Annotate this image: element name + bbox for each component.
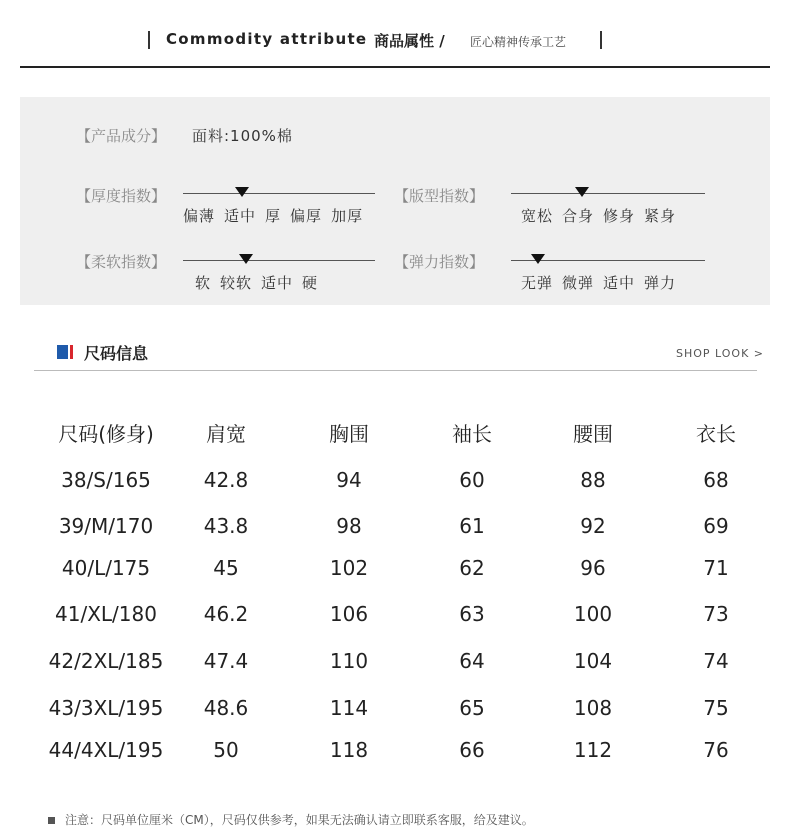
elasticity-option: 适中 bbox=[603, 274, 636, 292]
header-title-cn: 商品属性 / bbox=[374, 32, 445, 50]
elasticity-option: 微弹 bbox=[562, 274, 595, 292]
header-subtitle: 匠心精神传承工艺 bbox=[470, 35, 567, 49]
page-header bbox=[0, 28, 790, 54]
elasticity-scale bbox=[511, 254, 705, 294]
table-cell: 44/4XL/195 bbox=[48, 738, 164, 762]
fit-label: 【版型指数】 bbox=[394, 187, 485, 205]
scale-pointer-icon bbox=[235, 187, 249, 197]
table-cell: 74 bbox=[703, 649, 729, 673]
fit-option: 紧身 bbox=[644, 207, 677, 225]
scale-line bbox=[183, 260, 375, 261]
table-cell: 47.4 bbox=[203, 649, 249, 673]
scale-pointer-icon bbox=[575, 187, 589, 197]
table-cell: 40/L/175 bbox=[61, 556, 151, 580]
thickness-option: 偏厚 bbox=[290, 207, 323, 225]
composition-label: 【产品成分】 bbox=[76, 127, 167, 145]
table-cell: 42.8 bbox=[203, 468, 249, 492]
thickness-option: 适中 bbox=[224, 207, 257, 225]
elasticity-option: 弹力 bbox=[644, 274, 677, 292]
table-cell: 102 bbox=[329, 556, 369, 580]
table-cell: 106 bbox=[329, 602, 369, 626]
header-title-en: Commodity attribute bbox=[166, 30, 368, 48]
size-note bbox=[48, 811, 534, 828]
table-cell: 50 bbox=[213, 738, 239, 762]
table-cell: 66 bbox=[459, 738, 485, 762]
elasticity-option: 无弹 bbox=[521, 274, 554, 292]
table-cell: 104 bbox=[573, 649, 613, 673]
table-cell: 48.6 bbox=[203, 696, 249, 720]
elasticity-options bbox=[521, 272, 685, 293]
table-cell: 38/S/165 bbox=[61, 468, 151, 492]
scale-line bbox=[511, 193, 705, 194]
table-header-cell: 尺码(修身) bbox=[58, 422, 154, 446]
header-left-bar bbox=[148, 31, 150, 49]
thickness-label: 【厚度指数】 bbox=[76, 187, 167, 205]
softness-option: 较软 bbox=[220, 274, 253, 292]
softness-label: 【柔软指数】 bbox=[76, 253, 167, 271]
table-cell: 45 bbox=[213, 556, 239, 580]
table-cell: 43/3XL/195 bbox=[48, 696, 164, 720]
table-cell: 112 bbox=[573, 738, 613, 762]
table-cell: 63 bbox=[459, 602, 485, 626]
table-cell: 114 bbox=[329, 696, 369, 720]
thickness-option: 厚 bbox=[265, 207, 282, 225]
scale-pointer-icon bbox=[239, 254, 253, 264]
elasticity-label: 【弹力指数】 bbox=[394, 253, 485, 271]
fit-options bbox=[521, 205, 685, 226]
scale-line bbox=[183, 193, 375, 194]
table-cell: 65 bbox=[459, 696, 485, 720]
thickness-option: 加厚 bbox=[331, 207, 364, 225]
table-cell: 46.2 bbox=[203, 602, 249, 626]
fit-option: 修身 bbox=[603, 207, 636, 225]
table-cell: 108 bbox=[573, 696, 613, 720]
table-header-cell: 胸围 bbox=[329, 422, 369, 446]
softness-option: 适中 bbox=[261, 274, 294, 292]
table-header-cell: 袖长 bbox=[452, 422, 492, 446]
table-cell: 39/M/170 bbox=[58, 514, 154, 538]
softness-scale bbox=[183, 254, 375, 294]
table-cell: 68 bbox=[703, 468, 729, 492]
table-cell: 110 bbox=[329, 649, 369, 673]
table-cell: 41/XL/180 bbox=[55, 602, 157, 626]
section-divider bbox=[34, 370, 757, 371]
thickness-scale bbox=[183, 187, 375, 227]
table-cell: 88 bbox=[580, 468, 606, 492]
fit-option: 合身 bbox=[562, 207, 595, 225]
header-divider bbox=[20, 66, 770, 68]
table-cell: 43.8 bbox=[203, 514, 249, 538]
table-header-cell: 衣长 bbox=[696, 422, 736, 446]
marker-blue bbox=[57, 345, 68, 359]
table-cell: 76 bbox=[703, 738, 729, 762]
table-cell: 100 bbox=[573, 602, 613, 626]
table-cell: 94 bbox=[336, 468, 362, 492]
marker-red bbox=[70, 345, 73, 359]
composition-value: 面料:100%棉 bbox=[192, 127, 293, 145]
header-right-bar bbox=[600, 31, 602, 49]
table-cell: 118 bbox=[329, 738, 369, 762]
table-cell: 73 bbox=[703, 602, 729, 626]
table-cell: 92 bbox=[580, 514, 606, 538]
softness-options bbox=[195, 272, 327, 293]
scale-pointer-icon bbox=[531, 254, 545, 264]
table-cell: 69 bbox=[703, 514, 729, 538]
table-cell: 98 bbox=[336, 514, 362, 538]
section-marker-icon bbox=[57, 345, 73, 359]
fit-option: 宽松 bbox=[521, 207, 554, 225]
table-cell: 62 bbox=[459, 556, 485, 580]
table-cell: 64 bbox=[459, 649, 485, 673]
table-cell: 71 bbox=[703, 556, 729, 580]
attribute-panel bbox=[20, 97, 770, 305]
note-text: 注意：尺码单位厘米（CM），尺码仅供参考，如果无法确认请立即联系客服，给及建议。 bbox=[65, 813, 534, 827]
size-section-title: 尺码信息 bbox=[84, 344, 149, 363]
table-cell: 96 bbox=[580, 556, 606, 580]
thickness-options bbox=[183, 205, 372, 226]
table-cell: 60 bbox=[459, 468, 485, 492]
softness-option: 软 bbox=[195, 274, 212, 292]
table-cell: 42/2XL/185 bbox=[48, 649, 164, 673]
note-bullet-icon bbox=[48, 817, 55, 824]
shop-look-link[interactable]: SHOP LOOK > bbox=[676, 347, 765, 360]
softness-option: 硬 bbox=[302, 274, 319, 292]
table-header-cell: 肩宽 bbox=[206, 422, 246, 446]
table-cell: 75 bbox=[703, 696, 729, 720]
table-cell: 61 bbox=[459, 514, 485, 538]
table-header-cell: 腰围 bbox=[573, 422, 613, 446]
thickness-option: 偏薄 bbox=[183, 207, 216, 225]
fit-scale bbox=[511, 187, 705, 227]
